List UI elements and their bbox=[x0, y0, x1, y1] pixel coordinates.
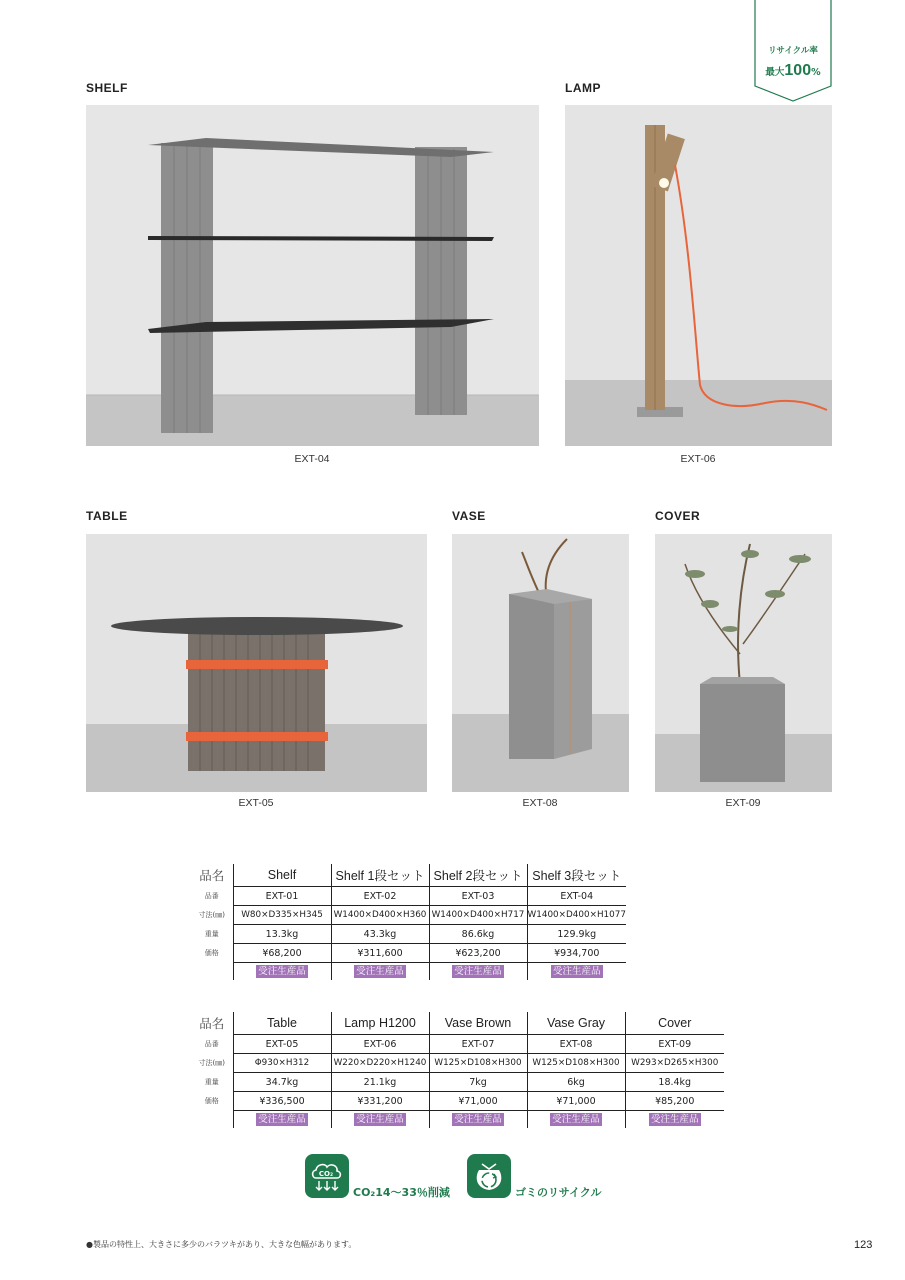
recycle-rate-value: 最大100% bbox=[765, 62, 821, 79]
recycle-rate-label: リサイクル率 bbox=[768, 46, 818, 56]
table-row-name: 品名 Table Lamp H1200 Vase Brown Vase Gray Cover bbox=[191, 1012, 724, 1035]
product-name: Shelf 2段セット bbox=[429, 864, 527, 887]
table-caption: EXT-05 bbox=[238, 797, 274, 809]
svg-text:CO₂: CO₂ bbox=[318, 1170, 334, 1178]
table-row-weight: 重量 13.3kg 43.3kg 86.6kg 129.9kg bbox=[191, 925, 626, 944]
made-to-order-badge: 受注生産品 bbox=[258, 1114, 306, 1125]
shelf-photo bbox=[86, 105, 539, 446]
table-row-size: 寸法(㎜) W80×D335×H345 W1400×D400×H360 W1400×D400×H717 W1400×D400×H1077 bbox=[191, 906, 626, 925]
co2-reduction-icon bbox=[305, 1154, 349, 1198]
table-row-weight: 重量 34.7kg 21.1kg 7kg 6kg 18.4kg bbox=[191, 1073, 724, 1092]
table-row-price: 価格 ¥336,500 ¥331,200 ¥71,000 ¥71,000 ¥85,200 bbox=[191, 1092, 724, 1111]
garbage-recycle-label: ゴミのリサイクル bbox=[515, 1186, 602, 1199]
product-name: Vase Brown bbox=[429, 1012, 527, 1035]
section-title-cover: COVER bbox=[655, 509, 701, 523]
vase-caption: EXT-08 bbox=[522, 797, 558, 809]
made-to-order-badge: 受注生産品 bbox=[356, 1114, 404, 1125]
table-row-name: 品名 Shelf Shelf 1段セット Shelf 2段セット Shelf 3段セット bbox=[191, 864, 626, 887]
co2-reduction-label: CO₂14〜33％削減 bbox=[353, 1186, 450, 1199]
product-name: Shelf 3段セット bbox=[527, 864, 626, 887]
product-name: Cover bbox=[625, 1012, 724, 1035]
shelf-caption: EXT-04 bbox=[294, 453, 330, 465]
product-name: Vase Gray bbox=[527, 1012, 625, 1035]
table-row-order bbox=[191, 963, 626, 981]
product-name: Table bbox=[233, 1012, 331, 1035]
made-to-order-badge: 受注生産品 bbox=[650, 1114, 699, 1125]
vase-photo bbox=[452, 534, 629, 792]
table-photo bbox=[86, 534, 427, 792]
spec-table-shelf bbox=[191, 864, 626, 980]
made-to-order-badge: 受注生産品 bbox=[552, 1114, 600, 1125]
lamp-photo bbox=[565, 105, 832, 446]
section-title-table: TABLE bbox=[86, 509, 128, 523]
table-row-order bbox=[191, 1111, 724, 1129]
section-title-vase: VASE bbox=[452, 509, 486, 523]
table-row-code: 品番 EXT-01 EXT-02 EXT-03 EXT-04 bbox=[191, 887, 626, 906]
table-row-size: 寸法(㎜) Φ930×H312 W220×D220×H1240 W125×D108×H300 W125×D108×H300 W293×D265×H300 bbox=[191, 1054, 724, 1073]
product-name: Shelf 1段セット bbox=[331, 864, 429, 887]
section-title-shelf: SHELF bbox=[86, 81, 128, 95]
made-to-order-badge: 受注生産品 bbox=[356, 966, 404, 977]
spec-table-others bbox=[191, 1012, 724, 1128]
page-number: 123 bbox=[854, 1239, 873, 1251]
product-name: Lamp H1200 bbox=[331, 1012, 429, 1035]
made-to-order-badge: 受注生産品 bbox=[454, 966, 502, 977]
made-to-order-badge: 受注生産品 bbox=[552, 966, 601, 977]
table-row-price: 価格 ¥68,200 ¥311,600 ¥623,200 ¥934,700 bbox=[191, 944, 626, 963]
garbage-recycle-icon bbox=[467, 1154, 511, 1198]
made-to-order-badge: 受注生産品 bbox=[258, 966, 306, 977]
table-row-code: 品番 EXT-05 EXT-06 EXT-07 EXT-08 EXT-09 bbox=[191, 1035, 724, 1054]
footnote: ●製品の特性上、大きさに多少のバラツキがあり、大きな色幅があります。 bbox=[86, 1240, 357, 1249]
product-name: Shelf bbox=[233, 864, 331, 887]
cover-photo bbox=[655, 534, 832, 792]
lamp-caption: EXT-06 bbox=[680, 453, 716, 465]
made-to-order-badge: 受注生産品 bbox=[454, 1114, 502, 1125]
recycle-rate-tag bbox=[754, 0, 832, 102]
cover-caption: EXT-09 bbox=[725, 797, 761, 809]
section-title-lamp: LAMP bbox=[565, 81, 601, 95]
